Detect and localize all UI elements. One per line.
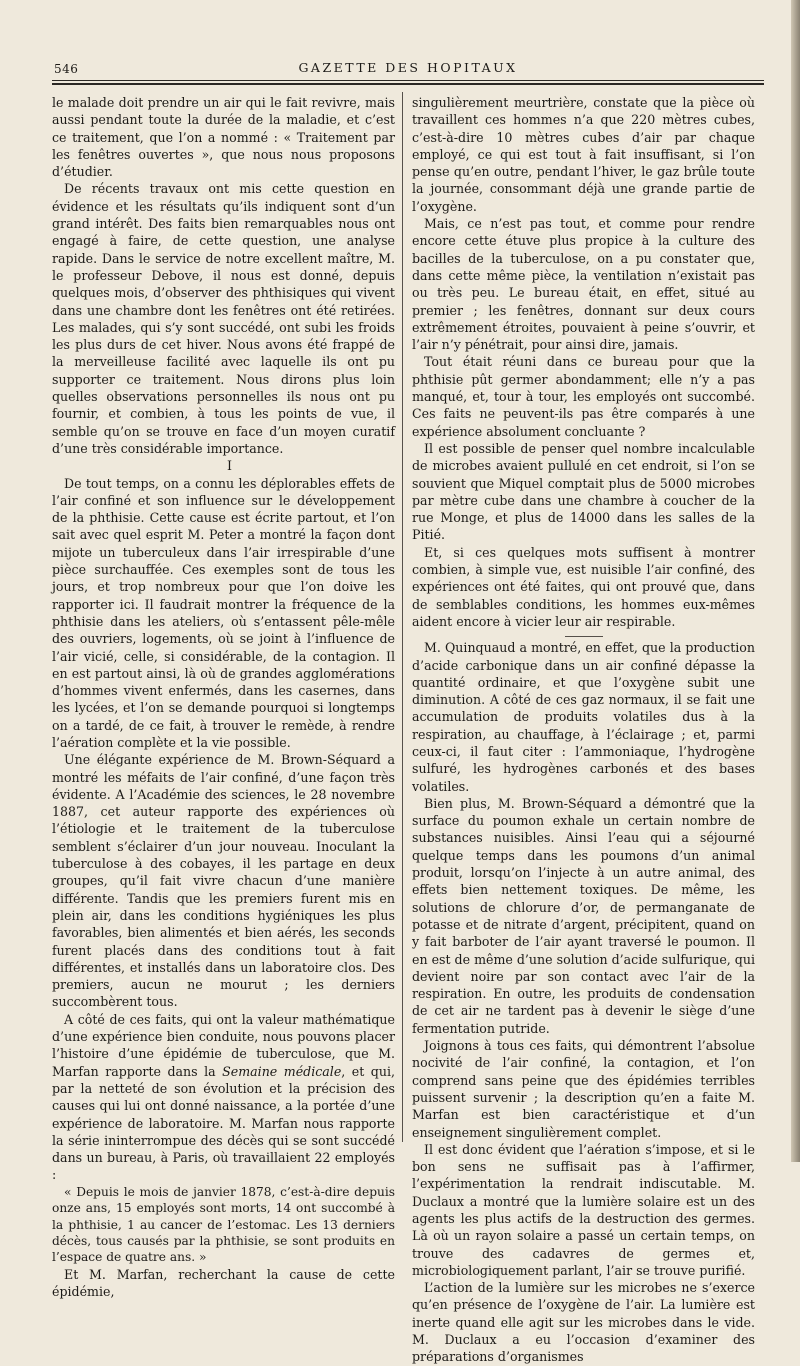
section-numeral: I xyxy=(227,458,232,474)
paragraph: De récents travaux ont mis cette question en évidence et les résultats qu’ils indiquent sont d’un grand intérêt. Des faits bien remarquables nous ont engagé à faire, de cette question, une analyse rapide. Dans le service de notre excellent maître, M. le professeur Debove, il nous est donné, depuis quelques mois, d’observer des phthisiques qui vivent dans une chambre dont les fenêtres ont été retirées. Les malades, qui s’y sont succédé, ont subi les froids les plus durs de cet hiver. Nous avons été frappé de la merveilleuse facilité avec laquelle ils ont pu supporter ce traitement. Nous dirons plus loin quelles observations personnelles ils nous ont pu fournir, et combien, à tous les points de vue, il semble qu’on se trouve en face d’un moyen curatif d’une très considérable importance. xyxy=(52,181,395,456)
paragraph: singulièrement meurtrière, constate que la pièce où travaillent ces hommes n’a que 220 mètres cubes, c’est-à-dire 10 mètres cubes d’air par chaque employé, ce qui est tout à fait insuffisant, si l’on pense qu’en outre, pendant l’hiver, le gaz brûle toute la journée, consommant déjà une grande partie de l’oxygène. xyxy=(412,95,755,214)
paragraph: De tout temps, on a connu les déplorables effets de l’air confiné et son influence sur le développement de la phthisie. Cette cause est écrite partout, et l’on sait avec quel esprit M. Peter a montré la façon dont mijote un tuberculeux dans l’air irrespirable d’une pièce surchauffée. Ces exemples sont de tous les jours, et trop nombreux pour que l’on doive les rapporter ici. Il faudrait montrer la fréquence de la phthisie dans les ateliers, où s’entassent pêle-mêle des ouvriers, logements, où se joint à l’influence de l’air vicié, celle, si considérable, de la contagion. Il en est partout ainsi, là où de grandes agglomérations d’hommes vivent enfermés, dans les casernes, dans les lycées, et l’on se demande pourquoi si longtemps on a tardé, de ce fait, à trouver le remède, à rendre l’aération complète et la vie possible. xyxy=(52,475,395,750)
left-column xyxy=(52,94,395,1300)
header-rule xyxy=(52,80,764,81)
header-rule-thick xyxy=(52,83,764,85)
journal-title: GAZETTE DES HOPITAUX xyxy=(298,60,518,75)
paragraph: Et, si ces quelques mots suffisent à montrer combien, à simple vue, est nuisible l’air confiné, des expériences ont été faites, qui ont prouvé que, dans de semblables conditions, les hommes eux-mêmes aident encore à vicier leur air respirable. xyxy=(412,544,755,629)
paragraph: Une élégante expérience de M. Brown-Séquard a montré les méfaits de l’air confiné, d’une façon très évidente. A l’Académie des sciences, le 28 novembre 1887, cet auteur rapporte des expériences où l’étiologie et le traitement de la tuberculose semblent s’éclairer d’un jour nouveau. Inoculant la tuberculose à des cobayes, il les partage en deux groupes, qu’il fait vivre chacun d’une manière différente. Tandis que les premiers furent mis en plein air, dans les conditions hygiéniques les plus favorables, bien alimentés et bien aérés, les seconds furent placés dans des conditions tout à fait différentes, et installés dans un laboratoire clos. Des premiers, aucun ne mourut ; les derniers succombèrent tous. xyxy=(52,752,395,1010)
publication-title: Semaine médicale xyxy=(222,1063,342,1079)
paragraph: le malade doit prendre un air qui le fait revivre, mais aussi pendant toute la durée de la maladie, et c’est ce traitement, que l’on a nommé : « Traitement par les fenêtres ouvertes », que nous nous proposons d’étudier. xyxy=(52,95,395,180)
paragraph: Tout était réuni dans ce bureau pour que la phthisie pût germer abondamment; elle n’y a pas manqué, et, tour à tour, les employés ont succombé. Ces faits ne peuvent-ils pas être comparés à une expérience absolument concluante ? xyxy=(412,354,755,439)
paragraph: M. Quinquaud a montré, en effet, que la production d’acide carbonique dans un air confiné dépasse la quantité ordinaire, et que l’oxygène subit une diminution. A côté de ces gaz normaux, il se fait une accumulation de produits volatiles dus à la respiration, au chauffage, à l’éclairage ; et, parmi ceux-ci, il faut citer : l’ammoniaque, l’hydrogène sulfuré, les hydrogènes carbonés et des bases volatiles. xyxy=(412,640,755,794)
running-header xyxy=(52,58,764,78)
paragraph: Et M. Marfan, recherchant la cause de cette épidémie, xyxy=(52,1266,395,1300)
paragraph: Mais, ce n’est pas tout, et comme pour rendre encore cette étuve plus propice à la culture des bacilles de la tuberculose, on a pu constater que, dans cette même pièce, la ventilation n’existait pas ou très peu. Le bureau était, en effet, situé au premier ; les fenêtres, donnant sur deux cours extrêmement étroites, pouvaient à peine s’ouvrir, et l’air n’y pénétrait, pour ainsi dire, jamais. xyxy=(412,216,755,353)
text-run: , et qui, par la netteté de son évolution et la précision des causes qui lui ont donné naissance, a la portée d’une expérience de laboratoire. M. Marfan nous rapporte la série ininterrompue des décès qui se sont succédé dans un bureau, à Paris, où travaillaient 22 employés : xyxy=(52,1063,396,1183)
separator-rule xyxy=(565,636,603,637)
column-divider xyxy=(402,92,403,1142)
block-quote: « Depuis le mois de janvier 1878, c’est-à-dire depuis onze ans, 15 employés sont morts, 14 ont succombé à la phthisie, 1 au cancer de l’estomac. Les 13 derniers décès, tous causés par la phthisie, se sont produits en l’espace de quatre ans. » xyxy=(52,1184,395,1265)
paragraph: L’action de la lumière sur les microbes ne s’exerce qu’en présence de l’oxygène de l’air. La lumière est inerte quand elle agit sur les microbes dans le vide. M. Duclaux a eu l’occasion d’examiner des préparations d’organismes xyxy=(412,1280,755,1365)
paragraph: Il est donc évident que l’aération s’impose, et si le bon sens ne suffisait pas à l’affirmer, l’expérimentation la rendrait indiscutable. M. Duclaux a montré que la lumière solaire est un des agents les plus actifs de la destruction des germes. Là où un rayon solaire a passé un certain temps, on trouve des cadavres de germes et, microbiologiquement parlant, l’air se trouve purifié. xyxy=(412,1141,755,1278)
page-number: 546 xyxy=(54,62,79,76)
paragraph: Bien plus, M. Brown-Séquard a démontré que la surface du poumon exhale un certain nombre de substances nuisibles. Ainsi l’eau qui a séjourné quelque temps dans les poumons d’un animal produit, lorsqu’on l’injecte à un autre animal, des effets bien nettement toxiques. De même, les solutions de chlorure d’or, de permanganate de potasse et de nitrate d’argent, précipitent, quand on y fait barboter de l’air ayant traversé le poumon. Il en est de même d’une solution d’acide sulfurique, qui devient noire par son contact avec l’air de la respiration. En outre, les produits de condensation de cet air ne tardent pas à devenir le siège d’une fermentation putride. xyxy=(412,795,755,1036)
page-edge-shadow xyxy=(791,0,800,1162)
paragraph: Joignons à tous ces faits, qui démontrent l’absolue nocivité de l’air confiné, la contagion, et l’on comprend sans peine que des épidémies terribles puissent survenir ; la description qu’en a faite M. Marfan est bien caractéristique et d’un enseignement singulièrement complet. xyxy=(412,1038,755,1140)
paragraph: Il est possible de penser quel nombre incalculable de microbes avaient pullulé en cet endroit, si l’on se souvient que Miquel comptait plus de 5000 microbes par mètre cube dans une chambre à coucher de la rue Monge, et plus de 14000 dans les salles de la Pitié. xyxy=(412,440,755,543)
paragraph xyxy=(52,1011,395,1184)
right-column xyxy=(412,94,755,1366)
text-run: A côté de ces faits, qui ont la valeur mathématique d’une expérience bien conduite, nous pouvons placer l’histoire d’une épidémie de tuberculose, que M. Marfan rapporte dans la xyxy=(52,1011,395,1079)
